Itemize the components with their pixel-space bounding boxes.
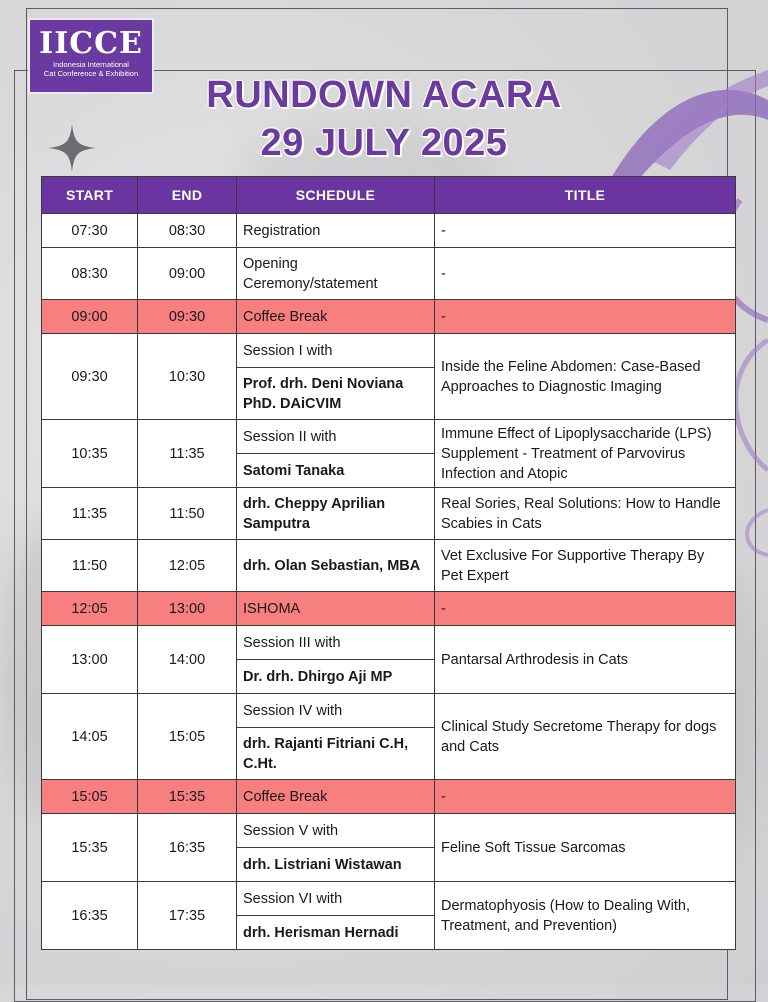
start-time: 08:30: [42, 248, 138, 300]
title-cell: -: [435, 214, 736, 248]
speaker-name: Satomi Tanaka: [237, 454, 435, 488]
table-header-row: [42, 177, 736, 214]
start-time: 14:05: [42, 694, 138, 780]
header-title: TITLE: [435, 177, 736, 214]
table-row-break: [42, 780, 736, 814]
title-cell: Pantarsal Arthrodesis in Cats: [435, 626, 736, 694]
session-label: Session II with: [237, 420, 435, 454]
table-row: [42, 420, 736, 454]
title-cell: -: [435, 300, 736, 334]
end-time: 15:35: [138, 780, 237, 814]
table-row: [42, 248, 736, 300]
logo-subtitle-line2: Cat Conference & Exhibition: [43, 69, 139, 78]
table-row: [42, 540, 736, 592]
title-cell: Clinical Study Secretome Therapy for dogs and Cats: [435, 694, 736, 780]
start-time: 09:00: [42, 300, 138, 334]
speaker-name: drh. Olan Sebastian, MBA: [237, 540, 435, 592]
schedule-cell: Registration: [237, 214, 435, 248]
end-time: 10:30: [138, 334, 237, 420]
session-label: Session V with: [237, 814, 435, 848]
speaker-name: drh. Listriani Wistawan: [237, 848, 435, 882]
end-time: 09:00: [138, 248, 237, 300]
end-time: 11:35: [138, 420, 237, 488]
end-time: 15:05: [138, 694, 237, 780]
end-time: 11:50: [138, 488, 237, 540]
start-time: 09:30: [42, 334, 138, 420]
title-cell: Feline Soft Tissue Sarcomas: [435, 814, 736, 882]
start-time: 15:35: [42, 814, 138, 882]
logo-title: IICCE: [39, 26, 143, 61]
speaker-name: drh. Herisman Hernadi: [237, 916, 435, 950]
table-row: [42, 814, 736, 848]
session-label: Session III with: [237, 626, 435, 660]
header-start: START: [42, 177, 138, 214]
session-label: Session I with: [237, 334, 435, 368]
table-row: [42, 882, 736, 916]
title-cell: -: [435, 592, 736, 626]
title-cell: -: [435, 248, 736, 300]
speaker-name: drh. Cheppy Aprilian Samputra: [237, 488, 435, 540]
table-row: [42, 626, 736, 660]
page-title: RUNDOWN ACARA: [206, 74, 562, 116]
end-time: 12:05: [138, 540, 237, 592]
schedule-cell: ISHOMA: [237, 592, 435, 626]
title-cell: Real Sories, Real Solutions: How to Handle Scabies in Cats: [435, 488, 736, 540]
speaker-name: drh. Rajanti Fitriani C.H, C.Ht.: [237, 728, 435, 780]
schedule-cell: Coffee Break: [237, 300, 435, 334]
schedule-table: [41, 176, 736, 950]
event-date: 29 JULY 2025: [260, 122, 508, 164]
end-time: 17:35: [138, 882, 237, 950]
title-cell: Dermatophyosis (How to Dealing With, Treatment, and Prevention): [435, 882, 736, 950]
table-row: [42, 214, 736, 248]
table-row-break: [42, 592, 736, 626]
session-label: Session VI with: [237, 882, 435, 916]
table-row: [42, 694, 736, 728]
start-time: 07:30: [42, 214, 138, 248]
table-row: [42, 488, 736, 540]
speaker-name: Prof. drh. Deni Noviana PhD. DAiCVIM: [237, 368, 435, 420]
schedule-cell: Opening Ceremony/statement: [237, 248, 435, 300]
title-cell: -: [435, 780, 736, 814]
start-time: 12:05: [42, 592, 138, 626]
start-time: 16:35: [42, 882, 138, 950]
speaker-name: Dr. drh. Dhirgo Aji MP: [237, 660, 435, 694]
schedule-cell: Coffee Break: [237, 780, 435, 814]
title-cell: Immune Effect of Lipoplysaccharide (LPS) Supplement - Treatment of Parvovirus Infection and Atopic: [435, 420, 736, 488]
end-time: 16:35: [138, 814, 237, 882]
table-row: [42, 334, 736, 368]
title-cell: Vet Exclusive For Supportive Therapy By Pet Expert: [435, 540, 736, 592]
end-time: 13:00: [138, 592, 237, 626]
start-time: 11:35: [42, 488, 138, 540]
table-row-break: [42, 300, 736, 334]
title-cell: Inside the Feline Abdomen: Case-Based Approaches to Diagnostic Imaging: [435, 334, 736, 420]
end-time: 14:00: [138, 626, 237, 694]
header-schedule: SCHEDULE: [237, 177, 435, 214]
start-time: 11:50: [42, 540, 138, 592]
header-end: END: [138, 177, 237, 214]
session-label: Session IV with: [237, 694, 435, 728]
end-time: 08:30: [138, 214, 237, 248]
start-time: 10:35: [42, 420, 138, 488]
logo-subtitle-line1: Indonesia International: [53, 60, 129, 69]
start-time: 13:00: [42, 626, 138, 694]
start-time: 15:05: [42, 780, 138, 814]
end-time: 09:30: [138, 300, 237, 334]
